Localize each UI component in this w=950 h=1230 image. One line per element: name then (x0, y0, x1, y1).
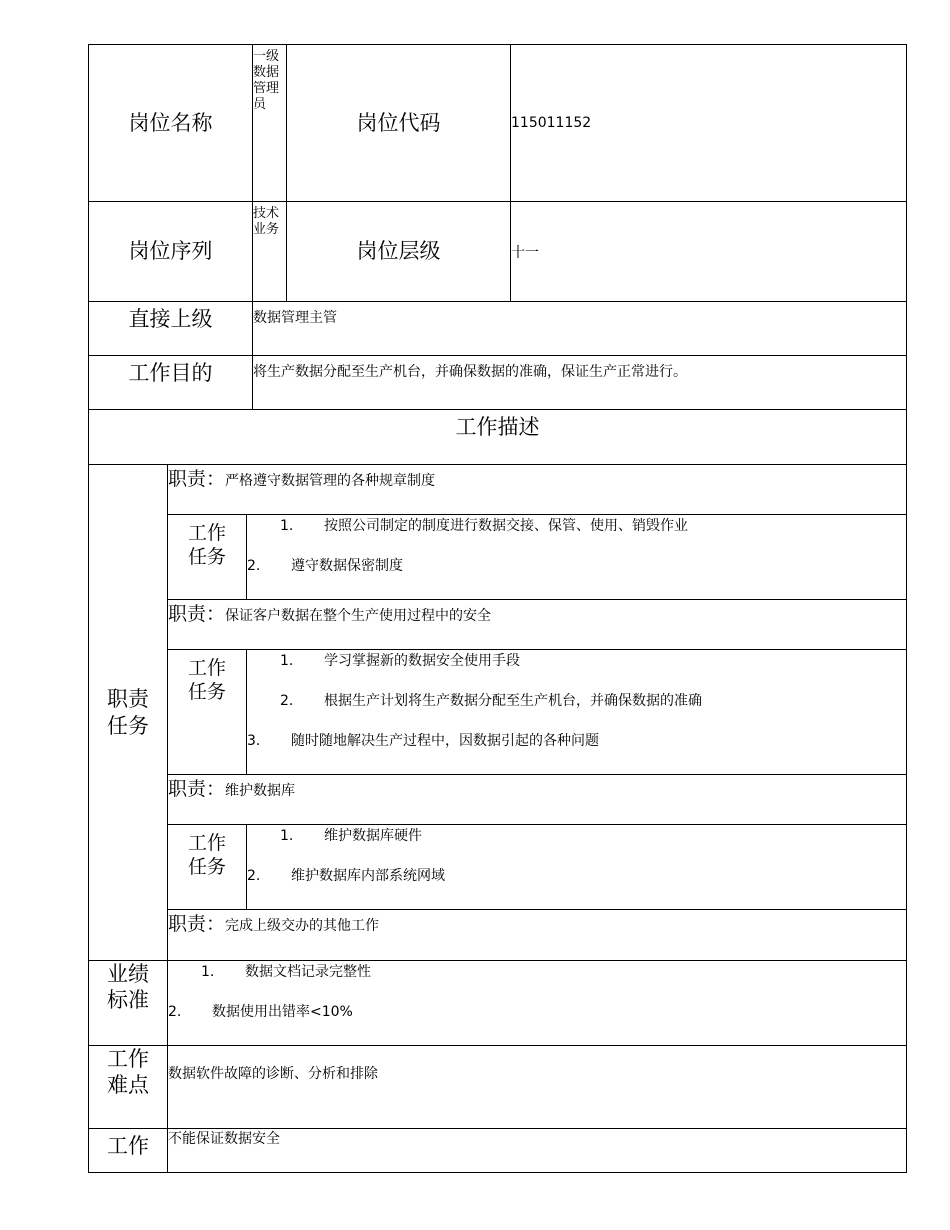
post-name-value: 一级数据管理员 (252, 44, 287, 202)
supervisor-label: 直接上级 (88, 301, 253, 356)
task-item: 2. 根据生产计划将生产数据分配至生产机台，并确保数据的准确 (280, 693, 702, 709)
purpose-value: 将生产数据分配至生产机台，并确保数据的准确，保证生产正常进行。 (252, 355, 907, 410)
job-description-table (88, 44, 907, 1173)
task-item: 2. 维护数据库内部系统网域 (247, 868, 445, 884)
performance-label: 业绩标准 (88, 960, 168, 1046)
duty-row (167, 599, 907, 650)
duty-row (167, 774, 907, 825)
post-series-label: 岗位序列 (88, 201, 253, 302)
task-list (246, 824, 907, 910)
task-item: 2. 遵守数据保密制度 (247, 558, 403, 574)
duty-prefix: 职责： (168, 468, 226, 490)
task-item: 3. 随时随地解决生产过程中，因数据引起的各种问题 (247, 733, 599, 749)
task-list (246, 649, 907, 775)
post-code-label: 岗位代码 (286, 44, 511, 202)
duty-prefix: 职责： (168, 603, 226, 625)
purpose-label: 工作目的 (88, 355, 253, 410)
task-item: 1. 按照公司制定的制度进行数据交接、保管、使用、销毁作业 (280, 518, 688, 534)
supervisor-value: 数据管理主管 (252, 301, 907, 356)
post-level-value: 十一 (510, 201, 907, 302)
duty-text: 维护数据库 (225, 783, 296, 799)
task-label: 工作任务 (167, 824, 247, 910)
performance-item: 1. 数据文档记录完整性 (201, 964, 371, 980)
duty-text: 严格遵守数据管理的各种规章制度 (225, 473, 436, 489)
task-list (246, 514, 907, 600)
duty-text: 保证客户数据在整个生产使用过程中的安全 (225, 608, 492, 624)
task-label: 工作任务 (167, 514, 247, 600)
last-row-value: 不能保证数据安全 (167, 1128, 907, 1173)
duties-label: 职责任务 (88, 464, 168, 961)
post-level-label: 岗位层级 (286, 201, 511, 302)
work-description-title: 工作描述 (88, 409, 907, 465)
duty-prefix: 职责： (168, 913, 226, 935)
task-label: 工作任务 (167, 649, 247, 775)
post-name-label: 岗位名称 (88, 44, 253, 202)
post-series-value: 技术业务 (252, 201, 287, 302)
performance-list (167, 960, 907, 1046)
duty-prefix: 职责： (168, 778, 226, 800)
duty-row (167, 464, 907, 515)
duty-text: 完成上级交办的其他工作 (225, 918, 380, 934)
duty-row (167, 909, 907, 961)
performance-item: 2. 数据使用出错率<10% (168, 1004, 353, 1020)
difficulty-value: 数据软件故障的诊断、分析和排除 (167, 1045, 907, 1129)
task-item: 1. 学习掌握新的数据安全使用手段 (280, 653, 520, 669)
last-row-label: 工作 (88, 1128, 168, 1173)
difficulty-label: 工作难点 (88, 1045, 168, 1129)
task-item: 1. 维护数据库硬件 (280, 828, 422, 844)
post-code-value: 115011152 (510, 44, 907, 202)
